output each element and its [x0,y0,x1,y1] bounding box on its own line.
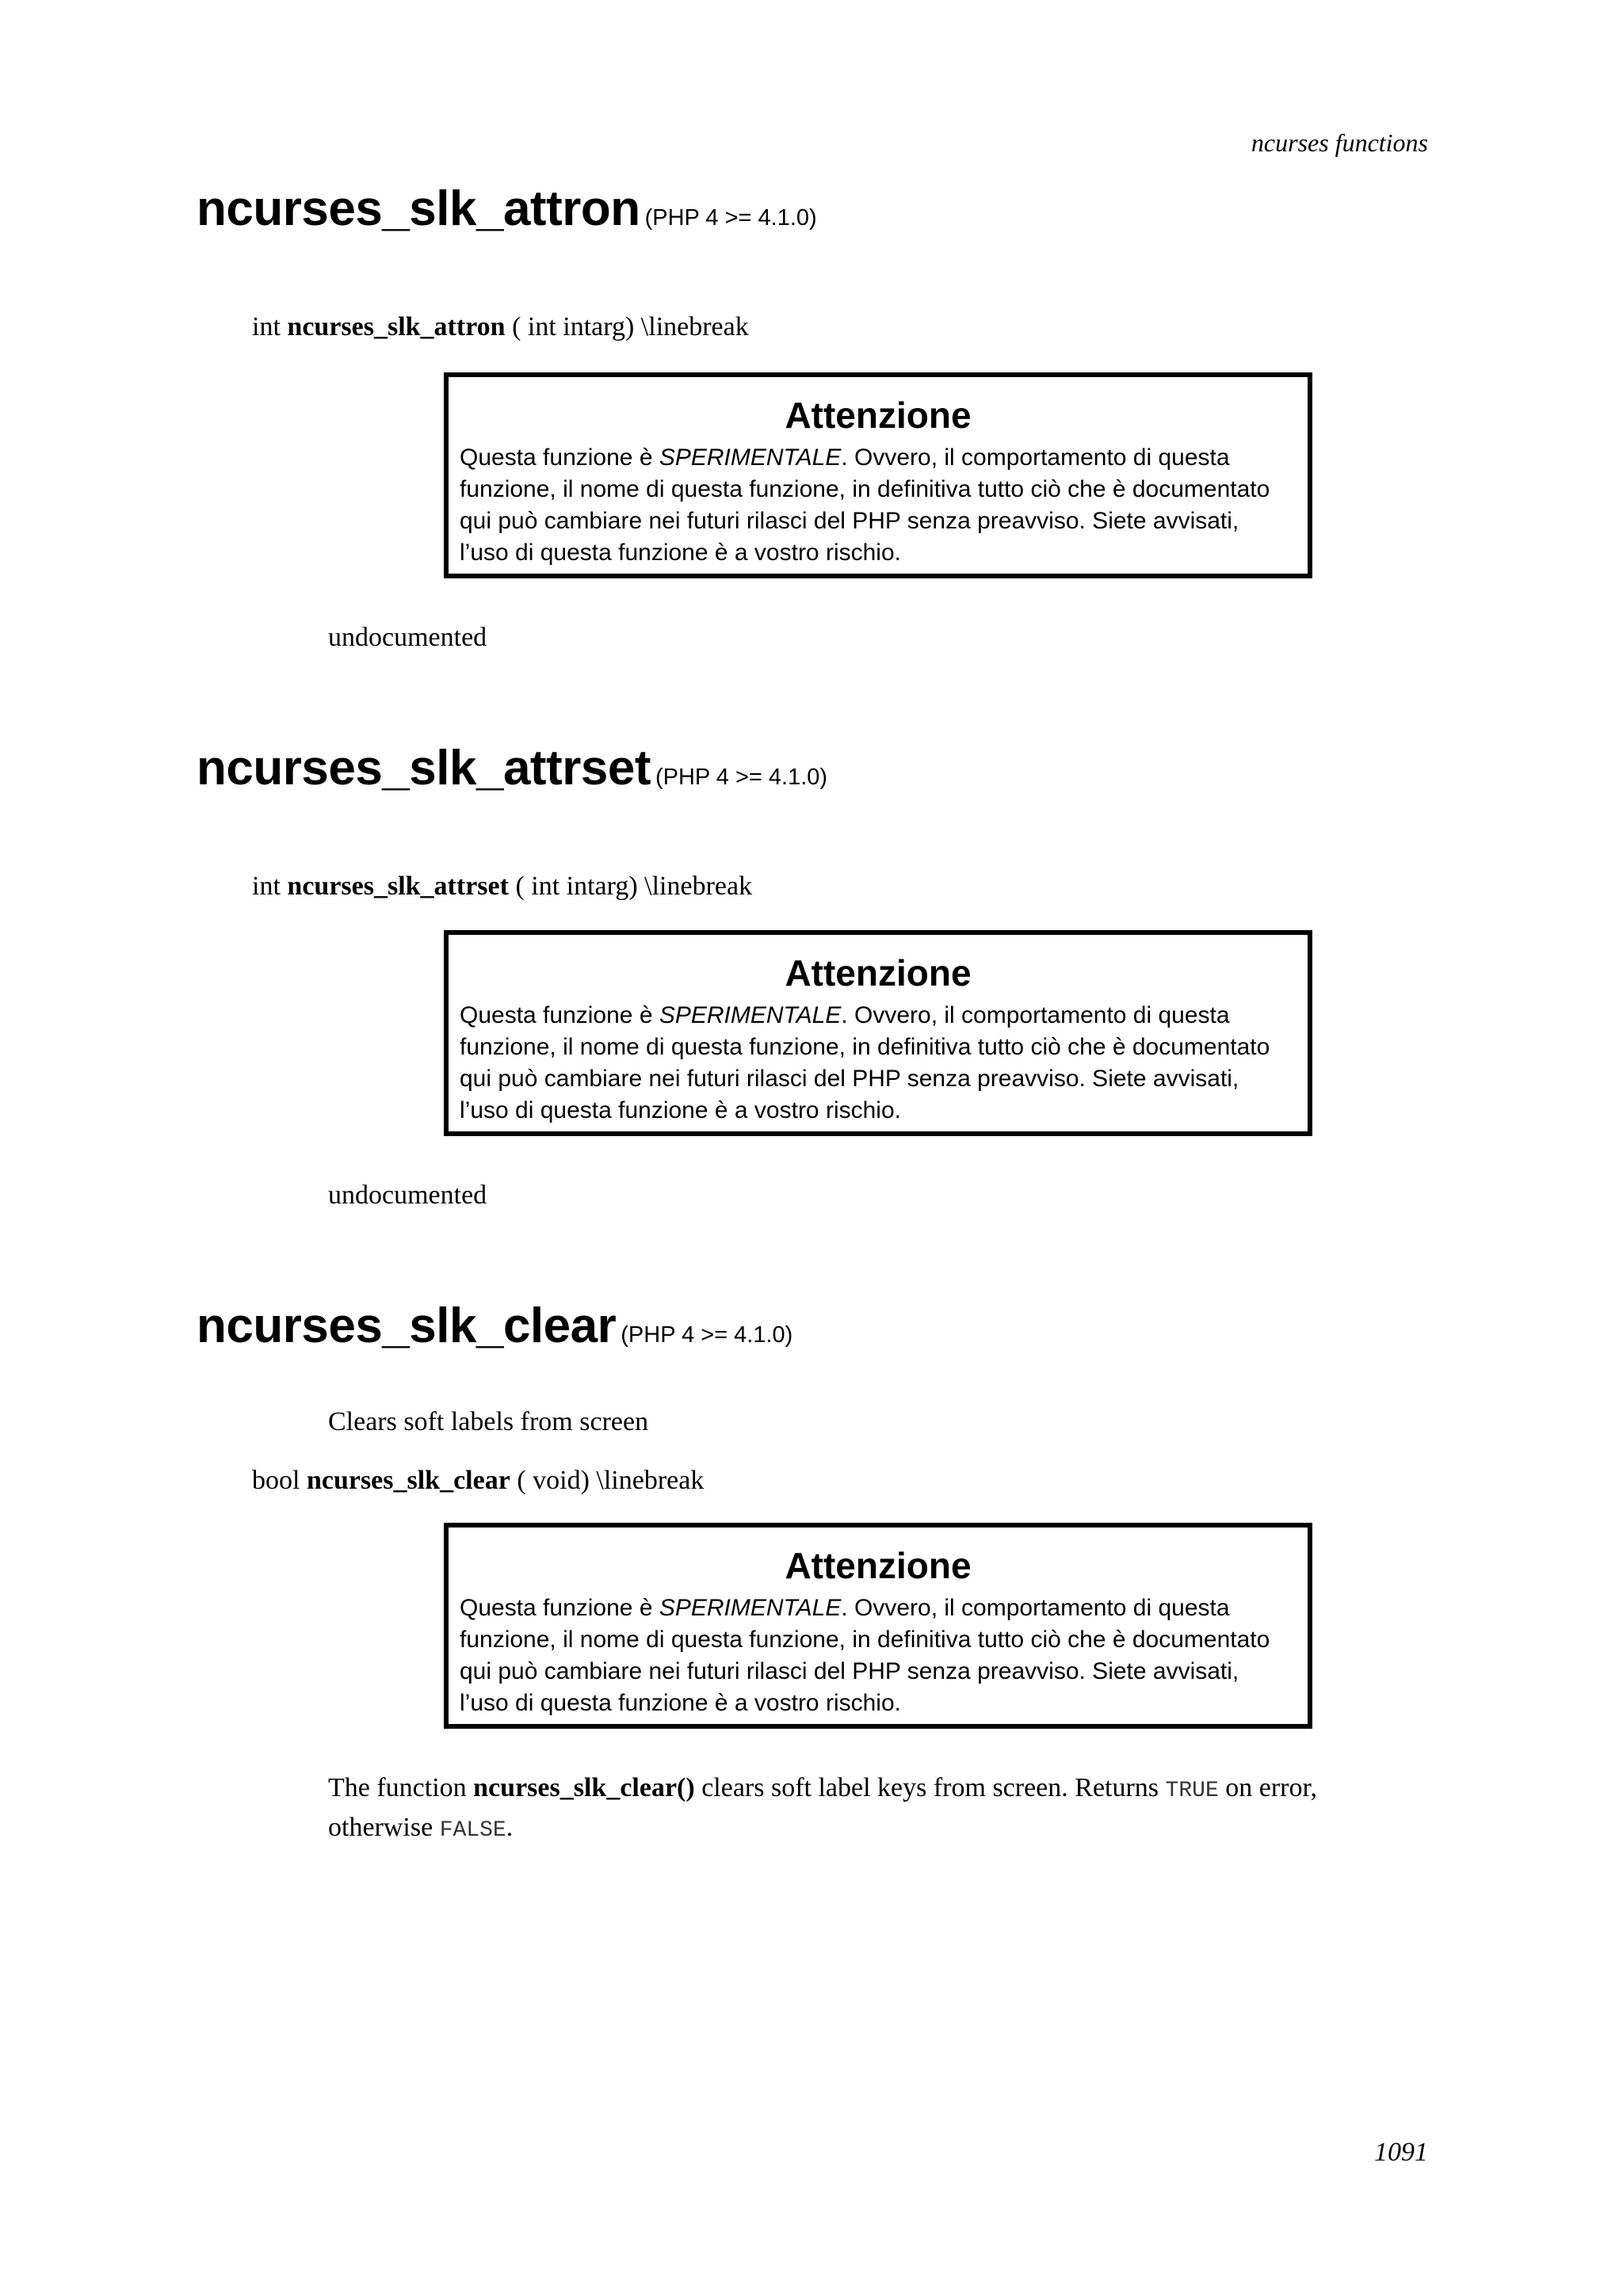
warning-box [444,372,1312,578]
running-header: ncurses functions [1251,128,1428,157]
function-purpose: Clears soft labels from screen [328,1407,649,1436]
function-synopsis [252,1466,704,1496]
function-name: ncurses_slk_clear [197,1299,617,1353]
synopsis-function-name: ncurses_slk_attrset [287,871,509,901]
warning-text: Questa funzione è SPERIMENTALE. Ovvero, il comportamento di questa funzione, il nome di questa funzione, in definitiva tutto ciò che è documentato qui può cambiare nei futuri rilasci del PHP senza preavviso. Siete avvisati, l’uso di questa funzione è a vostro rischio. [460,444,1270,566]
function-description: The function ncurses_slk_clear() clears soft label keys from screen. Returns TRUE on error, otherwise FALSE. [328,1773,1317,1843]
warning-text: Questa funzione è SPERIMENTALE. Ovvero, il comportamento di questa funzione, il nome di questa funzione, in definitiva tutto ciò che è documentato qui può cambiare nei futuri rilasci del PHP senza preavviso. Siete avvisati, l’uso di questa funzione è a vostro rischio. [460,1595,1270,1716]
warning-title: Attenzione [785,952,972,994]
return-type: int [252,871,281,901]
undocumented-note: undocumented [328,1180,487,1210]
php-version: (PHP 4 >= 4.1.0) [644,205,817,231]
function-name: ncurses_slk_attrset [197,741,651,795]
return-type: bool [252,1466,300,1495]
warning-text: Questa funzione è SPERIMENTALE. Ovvero, il comportamento di questa funzione, il nome di questa funzione, in definitiva tutto ciò che è documentato qui può cambiare nei futuri rilasci del PHP senza preavviso. Siete avvisati, l’uso di questa funzione è a vostro rischio. [460,1002,1270,1123]
constant-true: TRUE [1165,1779,1219,1803]
warning-title: Attenzione [785,1545,972,1586]
description-function-name: ncurses_slk_clear() [473,1773,695,1802]
undocumented-note: undocumented [328,623,487,652]
function-synopsis [252,312,749,342]
warning-title: Attenzione [785,395,972,436]
synopsis-function-name: ncurses_slk_attron [287,312,506,341]
function-name: ncurses_slk_attron [197,181,640,236]
php-version: (PHP 4 >= 4.1.0) [621,1322,793,1348]
synopsis-args: ( void) \linebreak [517,1466,705,1495]
php-version: (PHP 4 >= 4.1.0) [655,765,828,790]
synopsis-args: ( int intarg) \linebreak [515,871,753,901]
function-title [197,1298,792,1354]
synopsis-args: ( int intarg) \linebreak [512,312,749,341]
constant-false: FALSE [439,1818,506,1843]
page-number: 1091 [1374,2138,1428,2167]
return-type: int [252,312,281,341]
warning-box [444,930,1312,1136]
warning-box [444,1523,1312,1729]
function-title [197,740,827,796]
function-synopsis [252,871,752,902]
function-title [197,181,817,237]
synopsis-function-name: ncurses_slk_clear [306,1466,510,1495]
